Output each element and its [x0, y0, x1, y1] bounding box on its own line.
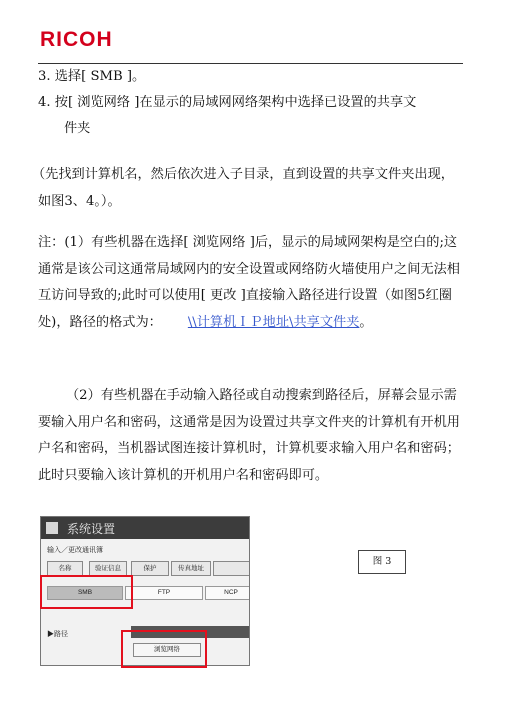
path-label: ▶路径	[47, 631, 68, 638]
settings-icon	[46, 522, 58, 534]
note-1	[38, 230, 466, 336]
figure-title-bar	[41, 517, 249, 539]
step-4: 4. 按[ 浏览网络 ]在显示的局域网网络架构中选择已设置的共享文	[38, 95, 417, 110]
tab-more[interactable]	[213, 561, 250, 576]
browse-network-button[interactable]: 浏览网络	[133, 643, 201, 657]
figure-caption: 图 3	[358, 550, 406, 574]
browse-highlight-box	[121, 630, 207, 668]
option-ftp[interactable]: FTP	[125, 586, 203, 600]
option-ncp[interactable]: NCP	[205, 586, 250, 600]
figure-breadcrumb: 输入／更改通讯簿	[47, 547, 103, 554]
smb-highlight-box	[40, 575, 133, 609]
tab-protect[interactable]: 保护	[131, 561, 169, 576]
path-format-link[interactable]: \\计算机ＩＰ地址\共享文件夹	[187, 314, 360, 330]
tab-name[interactable]: 名称	[47, 561, 83, 576]
step-4-cont: 件夹	[64, 121, 91, 136]
option-smb[interactable]: SMB	[47, 586, 123, 600]
tab-fax[interactable]: 传真地址	[171, 561, 211, 576]
step-3: 3. 选择[ SMB ]。	[38, 69, 146, 84]
paren-note: （先找到计算机名，然后依次进入子目录，直到设置的共享文件夹出现，如图3、4。）。	[32, 167, 454, 209]
tab-auth[interactable]: 验证信息	[89, 561, 127, 576]
ricoh-logo: RICOH	[40, 28, 113, 51]
note-1-end: 。	[359, 314, 373, 330]
figure-title: 系统设置	[67, 522, 116, 536]
note-1-text: 注：(1）有些机器在选择[ 浏览网络 ]后，显示的局域网架构是空白的;这通常是该公司这通常局域网内的安全设置或网络防火墙使用户之间无法相互访问导致的;此时可以使用[ 更改 ]直接输入路径进行设置（如图5红圈处)，路径的格式为：	[38, 235, 460, 330]
note-2: （2）有些机器在手动输入路径或自动搜索到路径后，屏幕会显示需要输入用户名和密码，这通常是因为设置过共享文件夹的计算机有开机用户名和密码，当机器试图连接计算机时，计算机要求输入用户名和密码；此时只要输入该计算机的开机用户名和密码即可。	[38, 388, 460, 483]
